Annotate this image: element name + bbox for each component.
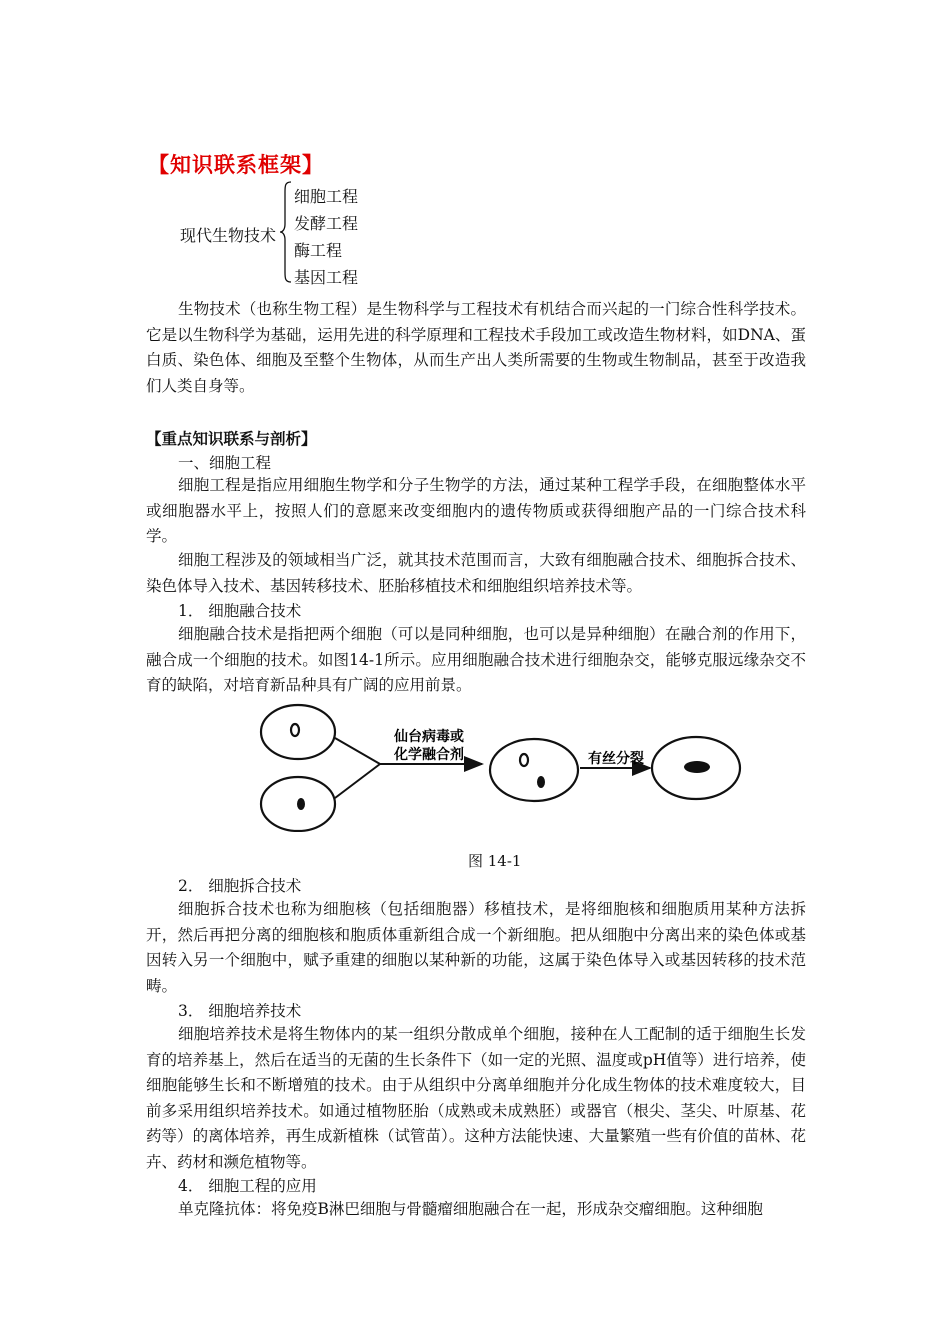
framework-item-gene-engineering: 基因工程 — [294, 268, 359, 287]
subsection-cell-fusion: 1． 细胞融合技术 — [178, 602, 302, 620]
cell-dissection-paragraph: 细胞拆合技术也称为细胞核（包括细胞器）移植技术，是将细胞核和细胞质用某种方法拆开，然后再把分离的细胞核和胞质体重新组合成一个新细胞。把从细胞中分离出来的染色体或基因转入另一个细胞中，赋予重建的细胞以某种新的功能，这属于染色体导入或基因转移的技术范畴。 — [146, 900, 806, 995]
monoclonal-antibody-paragraph: 单克隆抗体：将免疫B淋巴细胞与骨髓瘤细胞融合在一起，形成杂交瘤细胞。这种细胞 — [178, 1200, 763, 1218]
framework-heading: 【知识联系框架】 — [148, 153, 324, 177]
subsection-cell-culture: 3． 细胞培养技术 — [178, 1002, 302, 1020]
mitosis-label: 有丝分裂 — [588, 751, 644, 767]
key-section-heading: 【重点知识联系与剖析】 — [146, 430, 317, 448]
cell-fusion-diagram — [258, 700, 744, 832]
cell-culture-paragraph: 细胞培养技术是将生物体内的某一组织分散成单个细胞，接种在人工配制的适于细胞生长发育的培养基上，然后在适当的无菌的生长条件下（如一定的光照、温度或pH值等）进行培养，使细胞能够生长和不断增殖的技术。由于从组织中分离单细胞并分化成生物体的技术难度较大，目前多采用组织培养技术。如通过植物胚胎（成熟或未成熟胚）或器官（根尖、茎尖、叶原基、花药等）的离体培养，再生成新植株（试管苗）。这种方法能快速、大量繁殖一些有价值的苗林、花卉、药材和濒危植物等。 — [146, 1025, 806, 1171]
figure-caption: 图 14-1 — [468, 852, 522, 870]
fusion-agent-label-2: 化学融合剂 — [394, 747, 464, 763]
framework-item-fermentation-engineering: 发酵工程 — [294, 214, 359, 233]
fusion-agent-label-1: 仙台病毒或 — [394, 729, 464, 745]
framework-item-enzyme-engineering: 酶工程 — [294, 241, 343, 260]
curly-brace-icon — [279, 180, 293, 284]
section-title-cell-engineering: 一、细胞工程 — [178, 454, 272, 472]
intro-paragraph: 生物技术（也称生物工程）是生物科学与工程技术有机结合而兴起的一门综合性科学技术。它是以生物科学为基础，运用先进的科学原理和工程技术手段加工或改造生物材料，如DNA、蛋白质、染色体、细胞及至整个生物体，从而生产出人类所需要的生物或生物制品，甚至于改造我们人类自身等。 — [146, 300, 806, 395]
cell-fusion-paragraph: 细胞融合技术是指把两个细胞（可以是同种细胞，也可以是异种细胞）在融合剂的作用下，融合成一个细胞的技术。如图14-1所示。应用细胞融合技术进行细胞杂交，能够克服远缘杂交不育的缺陷，对培育新品种具有广阔的应用前景。 — [146, 625, 806, 695]
cell-a-nucleus — [291, 724, 299, 736]
framework-item-cell-engineering: 细胞工程 — [294, 187, 359, 206]
cell-engineering-definition: 细胞工程是指应用细胞生物学和分子生物学的方法，通过某种工程学手段，在细胞整体水平或细胞器水平上，按照人们的意愿来改变细胞内的遗传物质或获得细胞产品的一门综合技术科学。 — [146, 476, 806, 546]
fused-cell — [490, 739, 578, 801]
subsection-cell-engineering-applications: 4． 细胞工程的应用 — [178, 1177, 317, 1195]
cell-b-nucleus — [297, 798, 305, 810]
fused-cell-nucleus-filled — [537, 776, 545, 788]
fused-cell-nucleus-open — [520, 754, 528, 766]
subsection-cell-dissection: 2． 细胞拆合技术 — [178, 877, 302, 895]
hybrid-cell-nucleus — [684, 761, 710, 773]
framework-root-label: 现代生物技术 — [180, 226, 277, 245]
cell-engineering-scope: 细胞工程涉及的领域相当广泛，就其技术范围而言，大致有细胞融合技术、细胞拆合技术、染色体导入技术、基因转移技术、胚胎移植技术和细胞组织培养技术等。 — [146, 551, 806, 595]
